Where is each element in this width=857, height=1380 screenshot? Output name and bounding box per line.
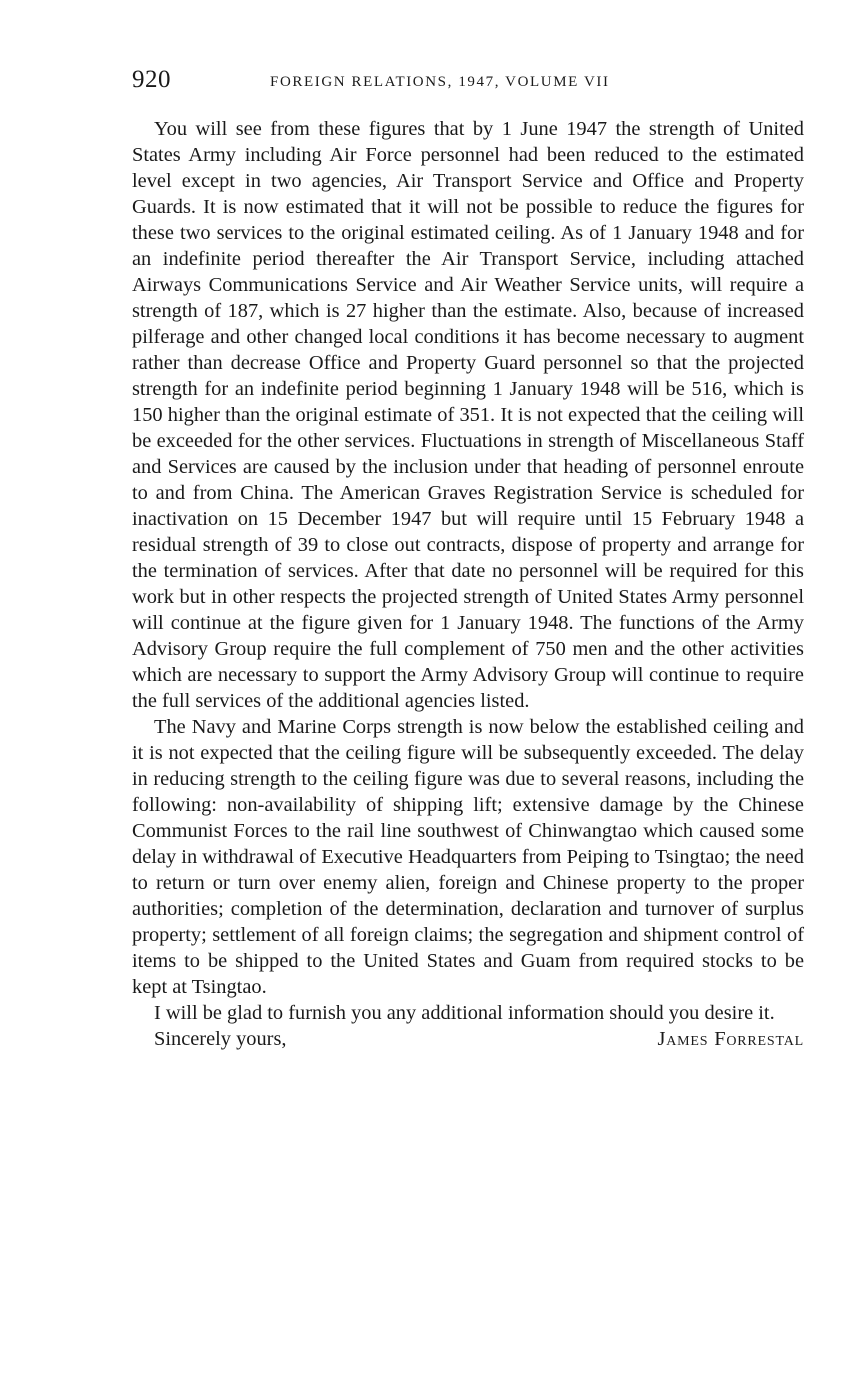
paragraph-army-strength: You will see from these figures that by 1 June 1947 the strength of United States Army including Air Force personnel had been reduced to the estimated level except in two agencies, Air Transport Service and Office and Property Guards. It is now estimated that it will not be possible to reduce the figures for these two services to the original estimated ceiling. As of 1 January 1948 and for an indefinite period thereafter the Air Transport Service, including attached Airways Communications Service and Air Weather Service units, will require a strength of 187, which is 27 higher than the estimate. Also, because of increased pilferage and other changed local conditions it has become necessary to augment rather than decrease Office and Property Guard personnel so that the projected strength for an indefinite period beginning 1 January 1948 will be 516, which is 150 higher than the original estimate of 351. It is not expected that the ceiling will be exceeded for the other services. Fluctuations in strength of Miscellaneous Staff and Services are caused by the inclusion under that heading of personnel enroute to and from China. The American Graves Registration Service is scheduled for inactivation on 15 December 1947 but will require until 15 February 1948 a residual strength of 39 to close out contracts, dispose of property and arrange for the termination of services. After that date no personnel will be required for this work but in other respects the projected strength of United States Army personnel will continue at the figure given for 1 January 1948. The functions of the Army Advisory Group require the full complement of 750 men and the other activities which are necessary to support the Army Advisory Group will continue to require the full services of the additional agencies listed. (132, 118, 804, 712)
page-number: 920 (132, 66, 171, 93)
paragraph-navy-strength: The Navy and Marine Corps strength is now below the established ceiling and it is not expected that the ceiling figure will be subsequently exceeded. The delay in reducing strength to the ceiling figure was due to several reasons, including the following: non-availability of shipping lift; extensive damage by the Chinese Communist Forces to the rail line southwest of Chinwangtao which caused some delay in withdrawal of Executive Headquarters from Peiping to Tsingtao; the need to return or turn over enemy alien, foreign and Chinese property to the proper authorities; completion of the determination, declaration and turnover of surplus property; settlement of all foreign claims; the segregation and shipment control of items to be shipped to the United States and Guam from required stocks to be kept at Tsingtao. (132, 716, 804, 998)
document-page (132, 66, 804, 1056)
letter-closing (132, 1026, 804, 1056)
closing-salutation: Sincerely yours, (154, 1028, 287, 1050)
signature: James Forrestal (657, 1028, 804, 1050)
letter-body (132, 116, 804, 1026)
running-head: FOREIGN RELATIONS, 1947, VOLUME VII (270, 74, 610, 90)
paragraph-offer-information: I will be glad to furnish you any additional information should you desire it. (154, 1002, 775, 1024)
page-header (132, 66, 804, 106)
